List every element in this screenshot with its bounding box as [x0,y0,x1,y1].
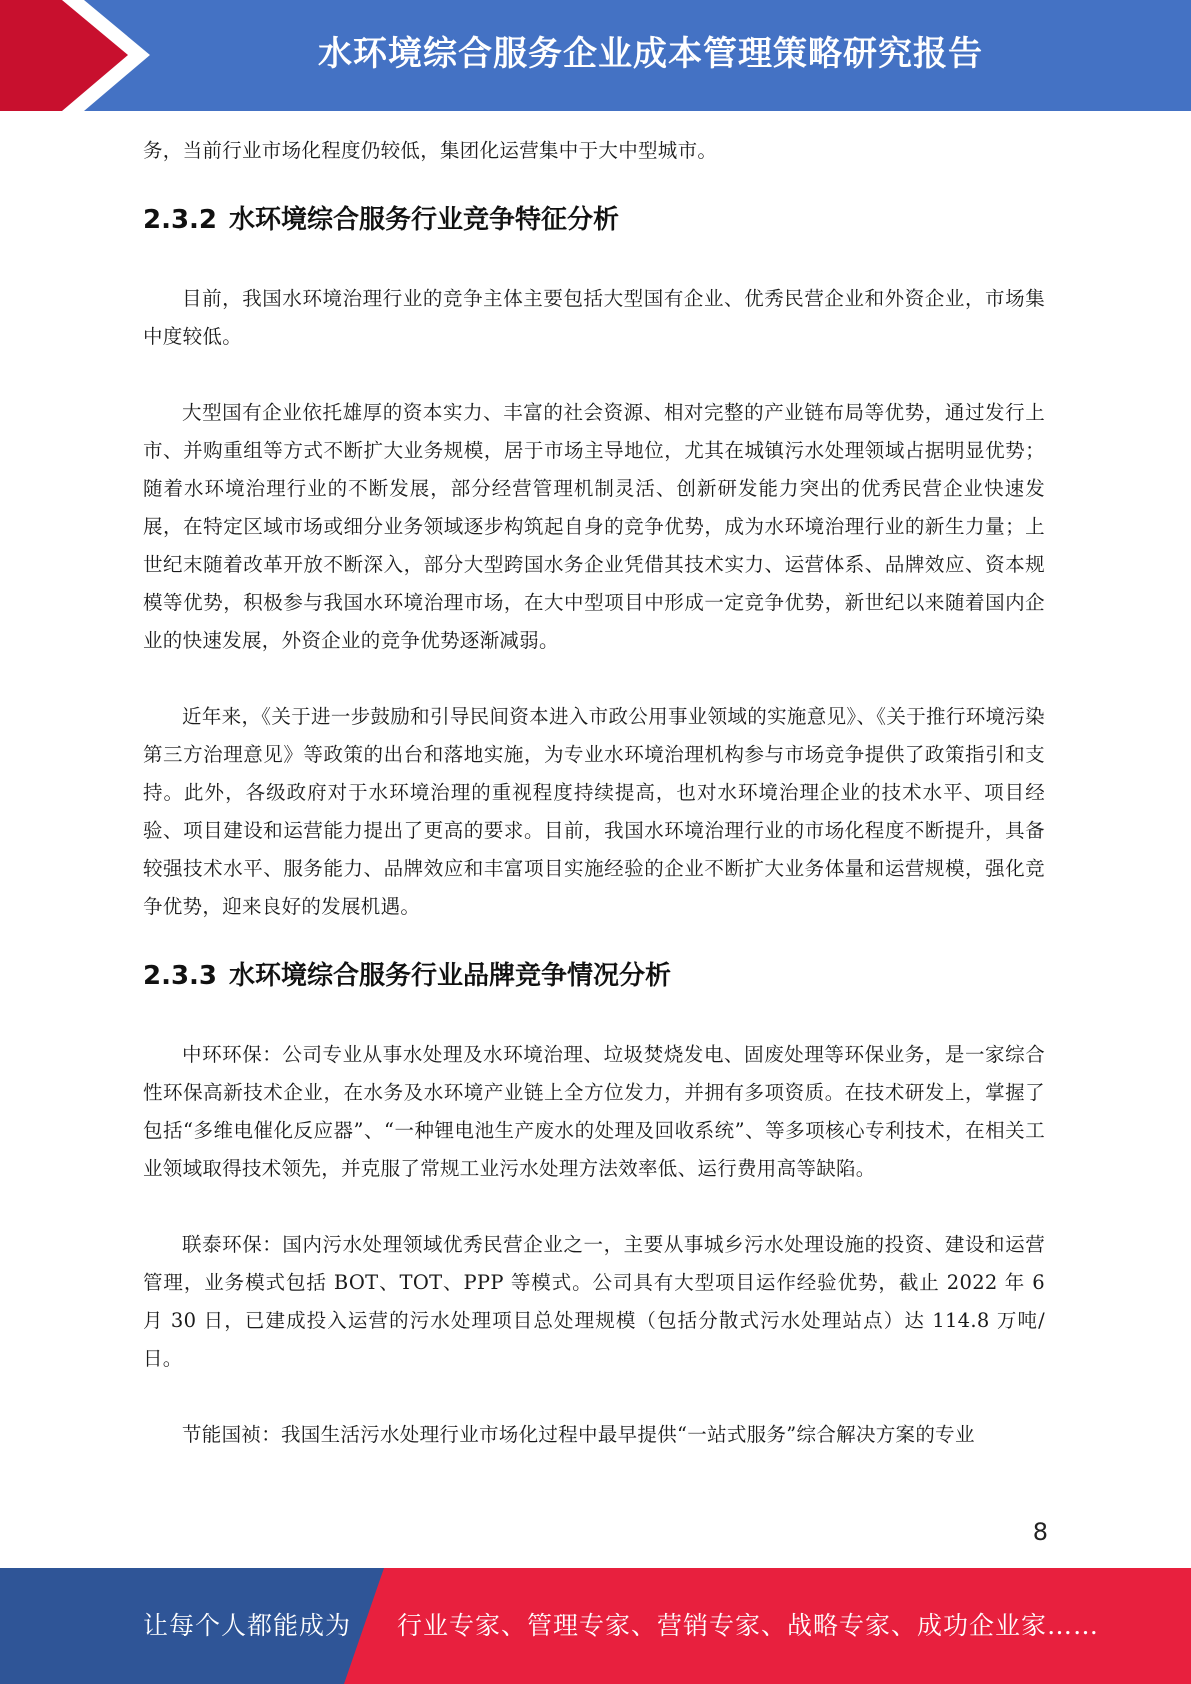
paragraph-competition-subjects: 目前，我国水环境治理行业的竞争主体主要包括大型国有企业、优秀民营企业和外资企业，市场集中度较低。 [143,287,1045,348]
paragraph-liantai-environmental: 联泰环保：国内污水处理领域优秀民营企业之一，主要从事城乡污水处理设施的投资、建设和运营管理，业务模式包括 BOT、TOT、PPP 等模式。公司具有大型项目运作经验优势，截止 2022 年 6 月 30 日，已建成投入运营的污水处理项目总处理规模（包括分散式污水处理站点）达 114.8 万吨/日。 [143,1233,1045,1370]
section-number: 2.3.2 [143,205,218,235]
paragraph-continued: 务，当前行业市场化程度仍较低，集团化运营集中于大中型城市。 [143,139,718,162]
section-heading-2-3-3 [143,956,1045,996]
report-title: 水环境综合服务企业成本管理策略研究报告 [318,34,983,74]
paragraph-recent-policies: 近年来，《关于进一步鼓励和引导民间资本进入市政公用事业领域的实施意见》、《关于推行环境污染第三方治理意见》等政策的出台和落地实施，为专业水环境治理机构参与市场竞争提供了政策指引和支持。此外，各级政府对于水环境治理的重视程度持续提高，也对水环境治理企业的技术水平、项目经验、项目建设和运营能力提出了更高的要求。目前，我国水环境治理行业的市场化程度不断提升，具备较强技术水平、服务能力、品牌效应和丰富项目实施经验的企业不断扩大业务体量和运营规模，强化竞争优势，迎来良好的发展机遇。 [143,705,1045,918]
section-title: 水环境综合服务行业竞争特征分析 [229,205,620,235]
page-footer [0,1568,1191,1684]
paragraph-state-owned-enterprises: 大型国有企业依托雄厚的资本实力、丰富的社会资源、相对完整的产业链布局等优势，通过发行上市、并购重组等方式不断扩大业务规模，居于市场主导地位，尤其在城镇污水处理领域占据明显优势；随着水环境治理行业的不断发展，部分经营管理机制灵活、创新研发能力突出的优秀民营企业快速发展，在特定区域市场或细分业务领域逐步构筑起自身的竞争优势，成为水环境治理行业的新生力量；上世纪末随着改革开放不断深入，部分大型跨国水务企业凭借其技术实力、运营体系、品牌效应、资本规模等优势，积极参与我国水环境治理市场，在大中型项目中形成一定竞争优势，新世纪以来随着国内企业的快速发展，外资企业的竞争优势逐渐减弱。 [143,401,1045,652]
section-number: 2.3.3 [143,961,218,991]
footer-slogan-left: 让每个人都能成为 [143,1611,352,1640]
page-number: 8 [1032,1518,1048,1546]
paragraph-zhonghuan-environmental: 中环环保：公司专业从事水处理及水环境治理、垃圾焚烧发电、固废处理等环保业务，是一家综合性环保高新技术企业，在水务及水环境产业链上全方位发力，并拥有多项资质。在技术研发上，掌握了包括“多维电催化反应器”、“一种锂电池生产废水的处理及回收系统”、等多项核心专利技术，在相关工业领域取得技术领先，并克服了常规工业污水处理方法效率低、运行费用高等缺陷。 [143,1043,1045,1180]
paragraph-jieneng-guozhen: 节能国祯：我国生活污水处理行业市场化过程中最早提供“一站式服务”综合解决方案的专业 [182,1423,975,1446]
page-header [0,0,1191,111]
footer-slogan-right: 行业专家、管理专家、营销专家、战略专家、成功企业家…… [397,1611,1100,1640]
document-body [143,132,1045,1454]
section-title: 水环境综合服务行业品牌竞争情况分析 [229,961,672,991]
section-heading-2-3-2 [143,200,1045,240]
